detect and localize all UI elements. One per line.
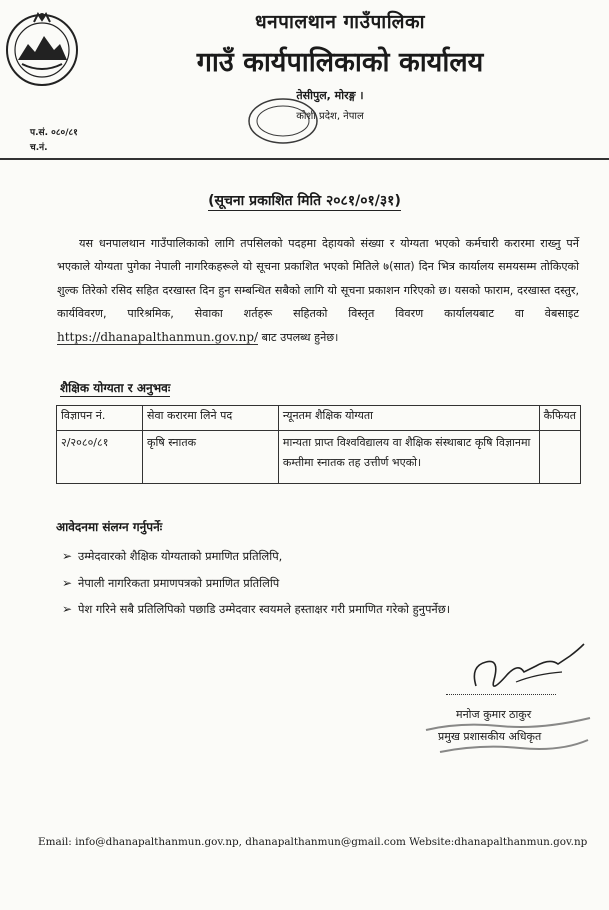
footer-contact: Email: info@dhanapalthanmun.gov.np, dhanapalthanmun@gmail.com Website:dhanapalthanmun.gov.np bbox=[38, 836, 588, 848]
table-row bbox=[57, 431, 581, 484]
signature-line bbox=[446, 694, 556, 695]
arrow-bullet-icon: ➢ bbox=[62, 602, 73, 616]
qualification-heading: शैक्षिक योग्यता र अनुभवः bbox=[60, 381, 171, 395]
website-link[interactable]: https://dhanapalthanmun.gov.np/ bbox=[57, 329, 259, 344]
col-header-remarks: कैफियत bbox=[539, 406, 580, 431]
office-address: तेसीपुल, मोरङ्ग । bbox=[296, 89, 364, 102]
signatory-name: मनोज कुमार ठाकुर bbox=[456, 708, 532, 721]
cell-ad-no: २/२०८०/८१ bbox=[57, 431, 143, 484]
office-province: कोशी प्रदेश, नेपाल bbox=[296, 111, 364, 122]
cell-remarks bbox=[539, 431, 580, 484]
col-header-qualification: न्यूनतम शैक्षिक योग्यता bbox=[278, 406, 539, 431]
attachments-heading: आवेदनमा संलग्न गर्नुपर्नेः bbox=[56, 520, 163, 534]
cell-post: कृषि स्नातक bbox=[143, 431, 279, 484]
list-item: ➢ उम्मेदवारको शैक्षिक योग्यताको प्रमाणित प्रतिलिपि, bbox=[62, 549, 283, 563]
arrow-bullet-icon: ➢ bbox=[62, 549, 73, 563]
col-header-ad-no: विज्ञापन नं. bbox=[57, 406, 143, 431]
municipality-name: धनपालथान गाउँपालिका bbox=[254, 11, 426, 33]
arrow-bullet-icon: ➢ bbox=[62, 576, 73, 590]
list-item: ➢ पेश गरिने सबै प्रतिलिपिको पछाडि उम्मेदवार स्वयमले हस्ताक्षर गरी प्रमाणित गरेको हुनुपर्नेछ। bbox=[62, 602, 451, 616]
header-divider bbox=[0, 158, 609, 160]
patra-sankhya: प.सं. ०८०/८१ bbox=[30, 128, 78, 138]
reference-numbers bbox=[30, 126, 78, 156]
notice-title: (सूचना प्रकाशित मिति २०८१/०१/३१) bbox=[208, 193, 401, 209]
signatory-title: प्रमुख प्रशासकीय अधिकृत bbox=[438, 730, 542, 743]
cell-qualification: मान्यता प्राप्त विश्वविद्यालय वा शैक्षिक संस्थाबाट कृषि विज्ञानमा कम्तीमा स्नातक तह उत्तीर्ण भएको। bbox=[278, 431, 539, 484]
signature-icon bbox=[466, 636, 590, 702]
government-emblem-icon bbox=[4, 8, 80, 90]
office-name: गाउँ कार्यपालिकाको कार्यालय bbox=[196, 47, 484, 78]
chalani-number: च.नं. bbox=[30, 143, 48, 153]
body-text: यस धनपालथान गाउँपालिकाको लागि तपसिलको पदहमा देहायको संख्या र योग्यता भएको कर्मचारी करारमा राख्नु पर्ने भएकाले योग्यता पुगेका नेपाली नागरिकहरूले यो सूचना प्रकाशित भएको मितिले ७(सात) दिन भित्र कार्यालय समयसम्म तोकिएको शुल्क तिरेको रसिद सहित दरखास्त दिन हुन सम्बन्धित सबैको लागि यो सूचना प्रकाशन गरिएको छ। यसको फाराम, दरखास्त दस्तुर, कार्यविवरण, पारिश्रमिक, सेवाका शर्तहरू सहितको विस्तृत विवरण कार्यालयबाट वा वेबसाइट bbox=[57, 237, 579, 321]
body-end: बाट उपलब्ध हुनेछ। bbox=[258, 330, 339, 344]
col-header-post: सेवा करारमा लिने पद bbox=[143, 406, 279, 431]
list-item: ➢ नेपाली नागरिकता प्रमाणपत्रको प्रमाणित प्रतिलिपि bbox=[62, 576, 280, 590]
qualification-table bbox=[56, 405, 581, 484]
table-header-row bbox=[57, 406, 581, 431]
name-stamp-icon bbox=[420, 700, 596, 762]
notice-body bbox=[57, 232, 579, 349]
office-stamp-icon bbox=[246, 96, 320, 146]
